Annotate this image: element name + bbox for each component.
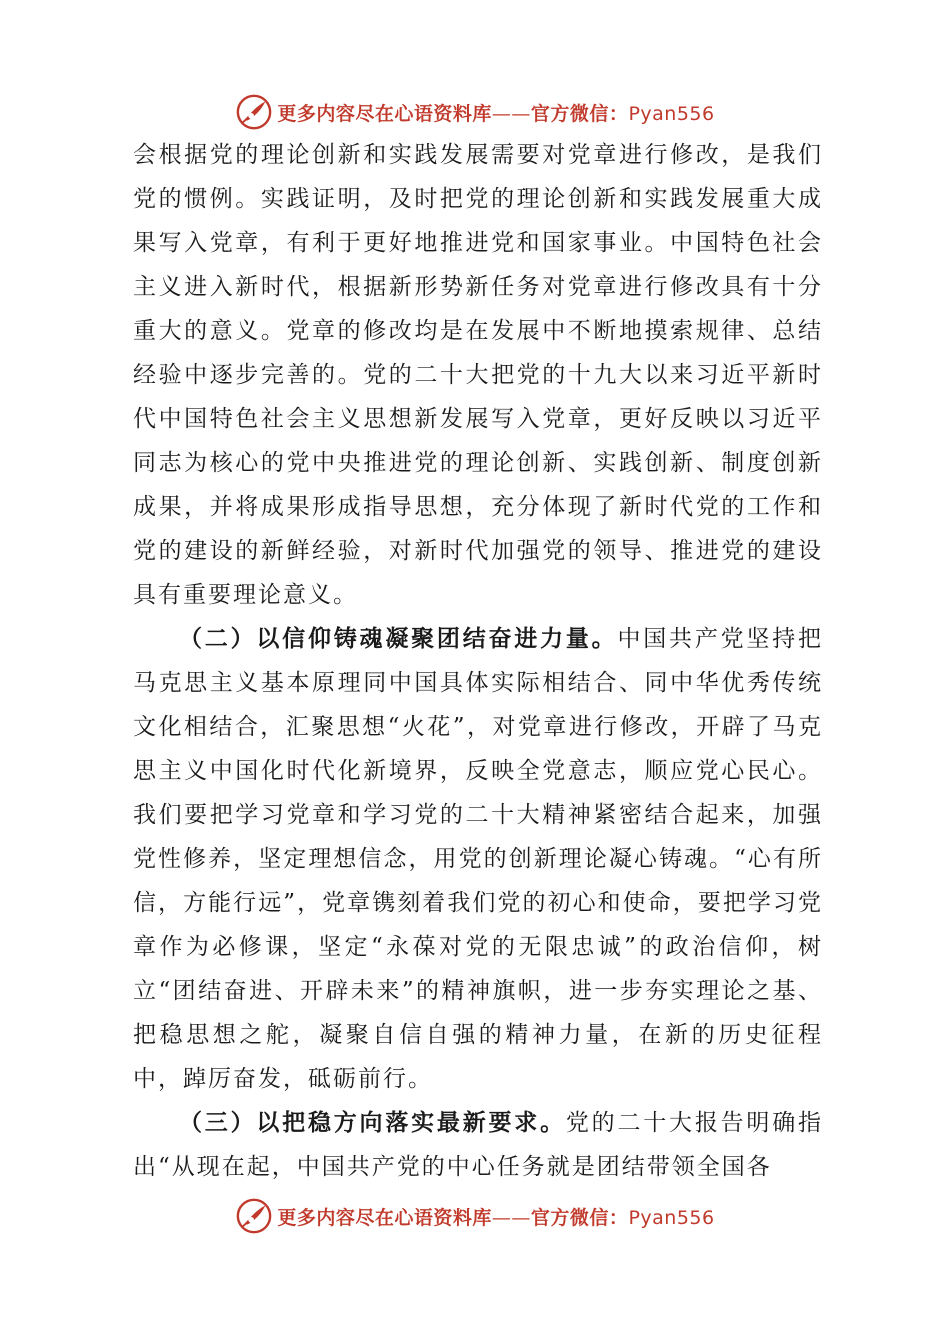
document-body	[133, 133, 823, 1189]
quill-logo-icon	[235, 1197, 273, 1235]
watermark-dash: ——	[491, 1206, 531, 1229]
watermark-contact-prefix: 官方微信：	[530, 1206, 629, 1229]
paragraph-3	[133, 1101, 823, 1189]
watermark-banner-top	[0, 92, 950, 132]
section-heading-2: （二）以信仰铸魂凝聚团结奋进力量。	[179, 625, 618, 652]
watermark-label: 更多内容尽在心语资料库	[277, 102, 492, 125]
watermark-text	[277, 1203, 714, 1230]
watermark-banner-bottom	[0, 1196, 950, 1236]
section-heading-3: （三）以把稳方向落实最新要求。	[179, 1109, 566, 1136]
watermark-handle: Pyan556	[628, 1206, 715, 1229]
paragraph-text: 中国共产党坚持把马克思主义基本原理同中国具体实际相结合、同中华优秀传统文化相结合，汇聚思想“火花”，对党章进行修改，开辟了马克思主义中国化时代化新境界，反映全党意志，顺应党心民心。我们要把学习党章和学习党的二十大精神紧密结合起来，加强党性修养，坚定理想信念，用党的创新理论凝心铸魂。“心有所信，方能行远”，党章镌刻着我们党的初心和使命，要把学习党章作为必修课，坚定“永葆对党的无限忠诚”的政治信仰，树立“团结奋进、开辟未来”的精神旗帜，进一步夯实理论之基、把稳思想之舵，凝聚自信自强的精神力量，在新的历史征程中，踔厉奋发，砥砺前行。	[133, 626, 824, 1092]
paragraph-2	[133, 617, 823, 1101]
watermark-text	[277, 99, 714, 126]
watermark-handle: Pyan556	[628, 102, 715, 125]
paragraph-text: 会根据党的理论创新和实践发展需要对党章进行修改，是我们党的惯例。实践证明，及时把党的理论创新和实践发展重大成果写入党章，有利于更好地推进党和国家事业。中国特色社会主义进入新时代，根据新形势新任务对党章进行修改具有十分重大的意义。党章的修改均是在发展中不断地摸索规律、总结经验中逐步完善的。党的二十大把党的十九大以来习近平新时代中国特色社会主义思想新发展写入党章，更好反映以习近平同志为核心的党中央推进党的理论创新、实践创新、制度创新成果，并将成果形成指导思想，充分体现了新时代党的工作和党的建设的新鲜经验，对新时代加强党的领导、推进党的建设具有重要理论意义。	[133, 142, 823, 608]
watermark-dash: ——	[491, 102, 531, 125]
quill-logo-icon	[235, 93, 273, 131]
paragraph-1	[133, 133, 823, 617]
watermark-contact-prefix: 官方微信：	[530, 102, 629, 125]
paragraph-text: 党的二十大报告明确指出“从现在起，中国共产党的中心任务就是团结带领全国各	[133, 1110, 824, 1180]
watermark-label: 更多内容尽在心语资料库	[277, 1206, 492, 1229]
